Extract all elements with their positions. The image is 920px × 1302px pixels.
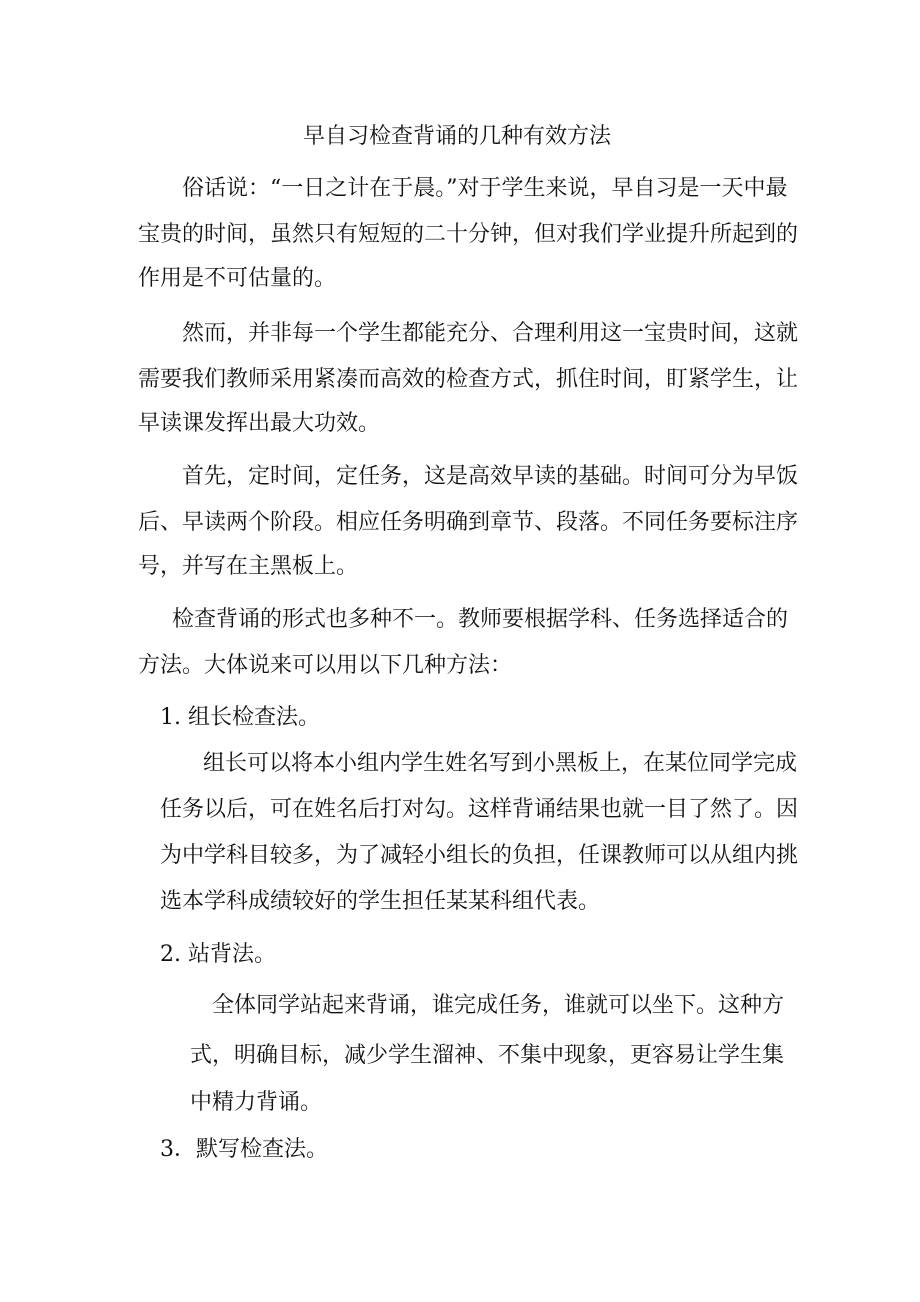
- list-item-line: 为中学科目较多，为了减轻小组长的负担，任课教师可以从组内挑: [160, 843, 799, 868]
- paragraph-line: 检查背诵的形式也多种不一。教师要根据学科、任务选择适合的: [172, 607, 789, 632]
- list-item-line: 选本学科成绩较好的学生担任某某科组代表。: [160, 889, 601, 914]
- paragraph-line: 后、早读两个阶段。相应任务明确到章节、段落。不同任务要标注序: [138, 510, 799, 535]
- paragraph-line: 然而，并非每一个学生都能充分、合理利用这一宝贵时间，这就: [182, 321, 799, 346]
- paragraph-line: 早读课发挥出最大功效。: [138, 411, 381, 436]
- list-item-line: 任务以后，可在姓名后打对勾。这样背诵结果也就一目了然了。因: [160, 797, 799, 822]
- list-item-line: 式，明确目标，减少学生溜神、不集中现象，更容易让学生集: [190, 1043, 785, 1068]
- list-item-heading: 3．默写检查法。: [160, 1137, 328, 1162]
- list-item-line: 中精力背诵。: [190, 1090, 323, 1115]
- paragraph-line: 方法。大体说来可以用以下几种方法：: [138, 653, 513, 678]
- paragraph-line: 作用是不可估量的。: [138, 266, 337, 291]
- paragraph-line: 宝贵的时间，虽然只有短短的二十分钟，但对我们学业提升所起到的: [138, 222, 799, 247]
- list-item-heading: 2. 站背法。: [160, 942, 276, 967]
- paragraph-line: 俗话说：“一日之计在于晨。”对于学生来说，早自习是一天中最: [182, 176, 788, 201]
- list-item-heading: 1. 组长检查法。: [160, 705, 320, 730]
- paragraph-line: 号，并写在主黑板上。: [138, 554, 359, 579]
- document-title: 早自习检查背诵的几种有效方法: [303, 124, 612, 149]
- paragraph-line: 首先，定时间，定任务，这是高效早读的基础。时间可分为早饭: [182, 464, 799, 489]
- list-item-line: 全体同学站起来背诵，谁完成任务，谁就可以坐下。这种方: [212, 993, 785, 1018]
- list-item-line: 组长可以将本小组内学生姓名写到小黑板上，在某位同学完成: [203, 751, 798, 776]
- paragraph-line: 需要我们教师采用紧凑而高效的检查方式，抓住时间，盯紧学生，让: [138, 367, 799, 392]
